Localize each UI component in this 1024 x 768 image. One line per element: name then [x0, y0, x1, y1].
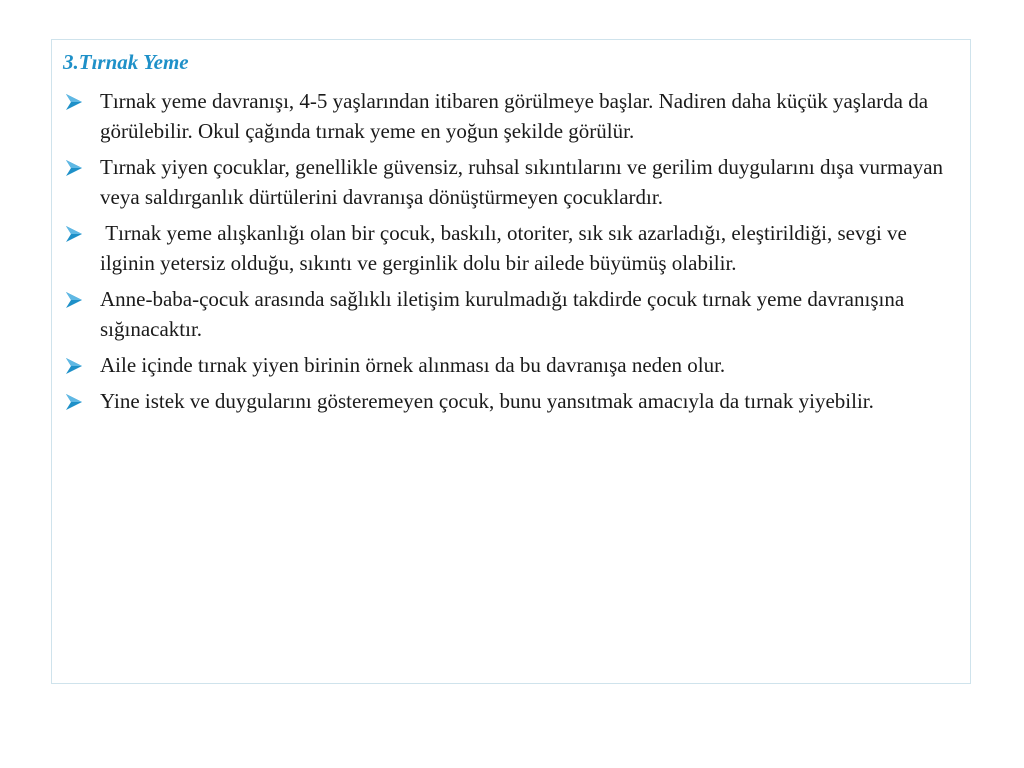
bullet-text: Tırnak yeme alışkanlığı olan bir çocuk, baskılı, otoriter, sık sık azarladığı, eleştirildiği, sevgi ve ilginin yetersiz olduğu, sıkıntı ve gerginlik dolu bir ailede büyümüş olabilir.: [100, 221, 913, 275]
slide-heading: 3.Tırnak Yeme: [63, 50, 189, 74]
content-box: [51, 39, 971, 684]
arrow-bullet-icon: [65, 159, 83, 177]
arrow-bullet-icon: [65, 291, 83, 309]
bullet-item: [52, 386, 972, 416]
bullet-text: Tırnak yeme davranışı, 4-5 yaşlarından itibaren görülmeye başlar. Nadiren daha küçük yaşlarda da görülebilir. Okul çağında tırnak yeme en yoğun şekilde görülür.: [100, 89, 929, 143]
bullet-text: Tırnak yiyen çocuklar, genellikle güvensiz, ruhsal sıkıntılarını ve gerilim duygularını dışa vurmayan veya saldırganlık dürtülerini davranışa dönüştürmeyen çocuklardır.: [100, 155, 944, 209]
arrow-bullet-icon: [65, 393, 83, 411]
bullet-text: Aile içinde tırnak yiyen birinin örnek alınması da bu davranışa neden olur.: [100, 353, 726, 377]
arrow-bullet-icon: [65, 93, 83, 111]
bullet-item: [52, 218, 972, 278]
bullet-item: [52, 284, 972, 344]
bullet-item: [52, 350, 972, 380]
bullet-item: [52, 86, 972, 146]
bullet-text: Yine istek ve duygularını gösteremeyen çocuk, bunu yansıtmak amacıyla da tırnak yiyebilir.: [100, 389, 874, 413]
bullet-item: [52, 152, 972, 212]
arrow-bullet-icon: [65, 357, 83, 375]
bullet-text: Anne-baba-çocuk arasında sağlıklı iletişim kurulmadığı takdirde çocuk tırnak yeme davranışına sığınacaktır.: [100, 287, 905, 341]
arrow-bullet-icon: [65, 225, 83, 243]
bullet-list: [52, 86, 972, 422]
